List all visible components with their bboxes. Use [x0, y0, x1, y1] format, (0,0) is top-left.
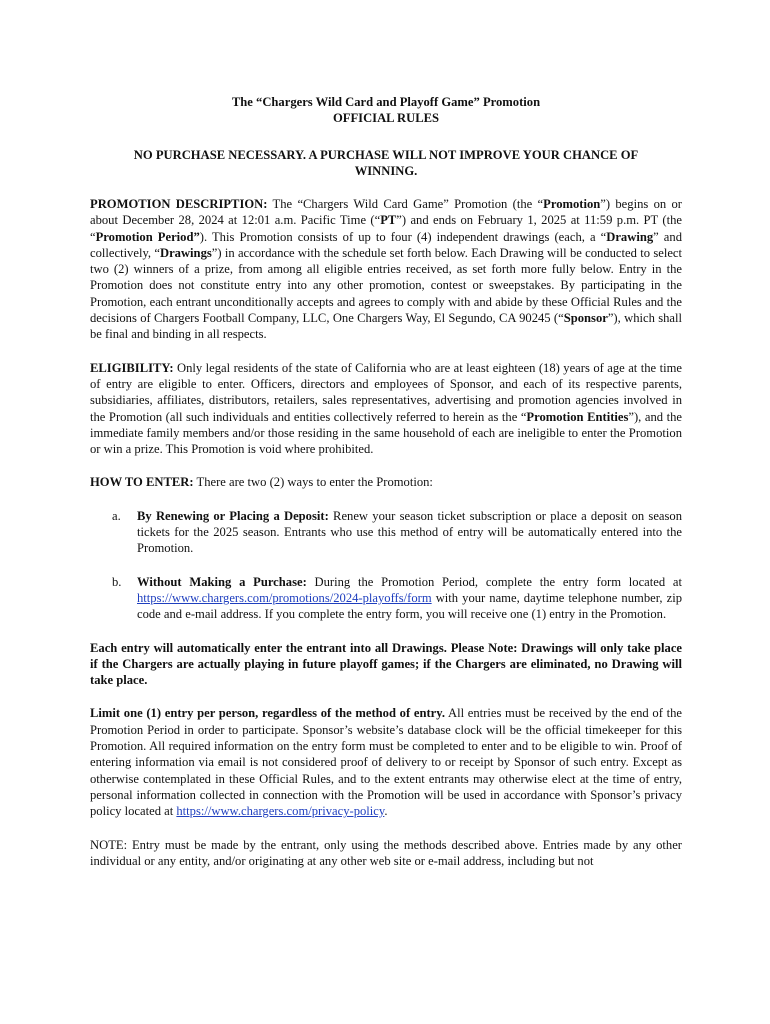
entry-form-link[interactable]: https://www.chargers.com/promotions/2024-playoffs/form	[137, 590, 432, 605]
privacy-policy-link[interactable]: https://www.chargers.com/privacy-policy	[176, 804, 385, 819]
section-heading: ELIGIBILITY:	[90, 360, 174, 375]
defined-term: Promotion	[543, 197, 601, 211]
section-text: ). This Promotion consists of up to four (4) independent drawings (each, a “	[199, 229, 607, 244]
section-heading: PROMOTION DESCRIPTION:	[90, 197, 268, 211]
defined-term: Promotion Period”	[95, 229, 200, 244]
section-text: ”), which shall be final and binding in all respects.	[90, 311, 683, 342]
drawings-note: Each entry will automatically enter the entrant into all Drawings. Please Note: Drawings will only take place if the Chargers are actually playing in future playoff games; if the Chargers are eliminated, no Drawing will take place.	[90, 640, 682, 688]
list-item	[90, 574, 682, 623]
entry-limit-section	[90, 705, 682, 819]
how-to-enter-section	[90, 474, 682, 490]
list-marker: a.	[112, 508, 121, 523]
section-text: ”), and the immediate family members and/or those residing in the same household of each are ineligible to enter the Promotion or win a prize. This Promotion is void where prohibited.	[90, 409, 682, 457]
section-text: There are two (2) ways to enter the Promotion:	[193, 475, 433, 490]
list-item-heading: Without Making a Purchase:	[137, 574, 307, 589]
list-item-text: Renew your season ticket subscription or place a deposit on season tickets for the 2025 season. Entrants who use this method of entry will be automatically entered into the Promotion.	[137, 508, 682, 556]
section-text: Only legal residents of the state of California who are at least eighteen (18) years of age at the time of entry are eligible to enter. Officers, directors and employees of Sponsor, and each of its respective parents, subsidiaries, affiliates, distributors, retailers, sales representatives, advertising and promotion agencies involved in the Promotion (all such individuals and entities collectively referred to herein as the “	[90, 360, 682, 424]
section-text: The “Chargers Wild Card Game” Promotion (the “	[267, 197, 544, 211]
defined-term: Promotion Entities	[526, 409, 629, 424]
section-text: All entries must be received by the end of the Promotion Period in order to participate. Sponsor’s website’s database clock will be the official timekeeper for this Promotion. All required information on the entry form must be completed to enter and to be eligible to win. Proof of entering information via email is not considered proof of delivery to or receipt by Sponsor of such entry. Except as otherwise contemplated in these Official Rules, and to the extent entrants may otherwise elect at the time of entry, personal information collected in connection with the Promotion will be used in accordance with Sponsor’s privacy policy located at	[90, 706, 682, 819]
section-text: ”) begins on or about December 28, 2024 at 12:01 a.m. Pacific Time (“	[90, 197, 682, 228]
notice-line-1: NO PURCHASE NECESSARY. A PURCHASE WILL NOT IMPROVE YOUR CHANCE OF	[133, 148, 639, 162]
title-line-2: OFFICIAL RULES	[332, 111, 440, 125]
section-text: ”) in accordance with the schedule set forth below. Each Drawing will be conducted to select two (2) winners of a prize, from among all eligible entries received, as set forth more fully below. Entry in the Promotion does not constitute entry into any other promotion, contest or sweepstakes. By participating in the Promotion, each entrant unconditionally accepts and agrees to comply with and abide by these Official Rules and the decisions of Chargers Football Company, LLC, One Chargers Way, El Segundo, CA 90245 (“	[90, 245, 682, 326]
list-marker: b.	[112, 574, 122, 589]
defined-term: Drawings	[159, 245, 212, 260]
entry-methods-list	[90, 508, 682, 623]
title-line-1: The “Chargers Wild Card and Playoff Game” Promotion	[231, 95, 541, 109]
notice-line-2: WINNING.	[354, 164, 418, 178]
list-item-text: with your name, daytime telephone number, zip code and e-mail address. If you complete the entry form, you will receive one (1) entry in the Promotion.	[137, 590, 682, 622]
eligibility-section	[90, 360, 682, 458]
defined-term: Drawing	[606, 229, 654, 244]
entry-note-section: NOTE: Entry must be made by the entrant, only using the methods described above. Entries made by any other individual or any entity, and/or originating at any other web site or e-mail address, including but not	[90, 837, 682, 868]
document-title	[90, 94, 682, 126]
section-text: ”) and ends on February 1, 2025 at 11:59 p.m. PT (the “	[90, 213, 682, 244]
defined-term: Sponsor	[563, 311, 608, 326]
list-item-text: During the Promotion Period, complete the entry form located at	[306, 574, 682, 589]
list-item-heading: By Renewing or Placing a Deposit:	[137, 508, 329, 523]
list-item	[90, 508, 682, 557]
section-heading: Limit one (1) entry per person, regardless of the method of entry.	[90, 706, 445, 721]
promotion-description-section	[90, 196, 682, 343]
section-heading: HOW TO ENTER:	[90, 475, 194, 490]
section-text: ” and collectively, “	[90, 229, 682, 260]
no-purchase-notice	[90, 147, 682, 179]
defined-term: PT	[380, 213, 397, 228]
section-text: .	[384, 804, 388, 819]
